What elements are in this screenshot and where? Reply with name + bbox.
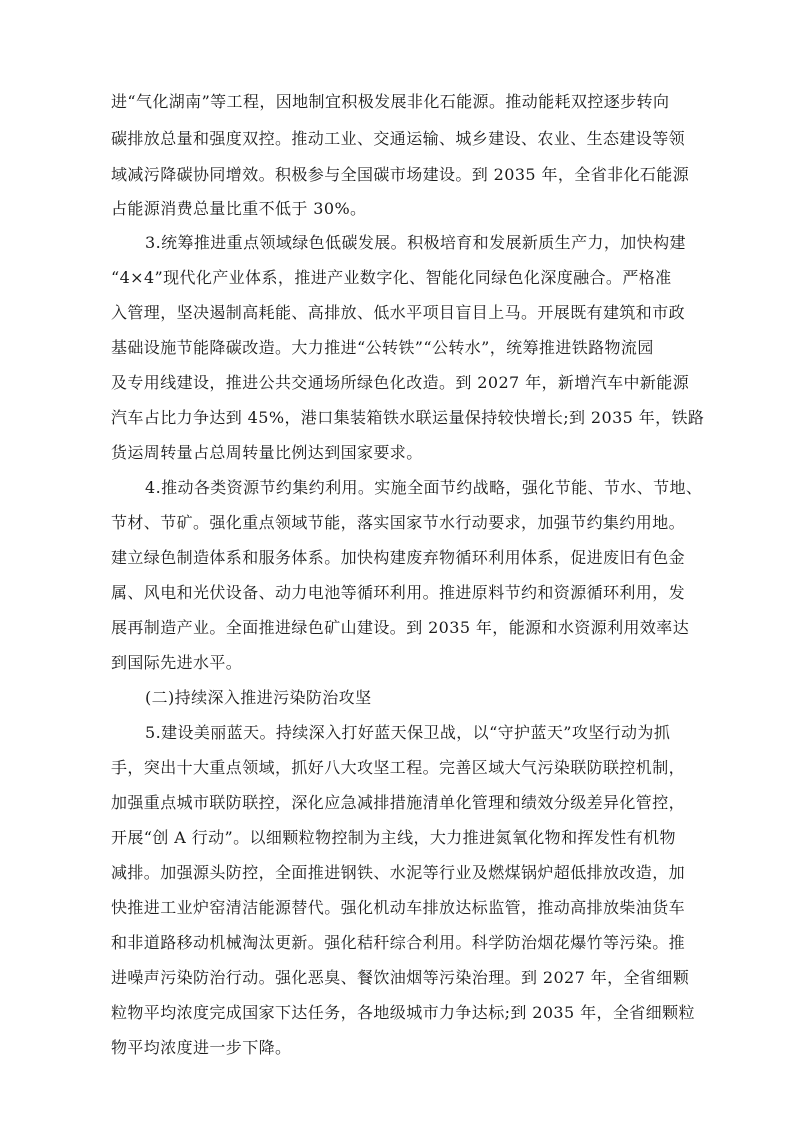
body-line: 手，突出十大重点领域，抓好八大攻坚工程。完善区域大气污染联防联控机制， — [111, 758, 686, 777]
body-line: “4×4”现代化产业体系，推进产业数字化、智能化同绿色化深度融合。严格准 — [111, 268, 672, 287]
body-line: 加强重点城市联防联控，深化应急减排措施清单化管理和绩效分级差异化管控， — [111, 793, 686, 812]
body-line: 基础设施节能降碳改造。大力推进“公转铁”“公转水”，统筹推进铁路物流园 — [111, 338, 654, 357]
body-line: 和非道路移动机械淘汰更新。强化秸秆综合利用。科学防治烟花爆竹等污染。推 — [111, 933, 686, 952]
body-line: 属、风电和光伏设备、动力电池等循环利用。推进原料节约和资源循环利用，发 — [111, 583, 686, 602]
body-line: 展再制造产业。全面推进绿色矿山建设。到 2035 年，能源和水资源利用效率达 — [111, 618, 690, 637]
body-line: 快推进工业炉窑清洁能源替代。强化机动车排放达标监管，推动高排放柴油货车 — [111, 898, 686, 917]
body-line: 到国际先进水平。 — [111, 653, 243, 672]
body-line: 减排。加强源头防控，全面推进钢铁、水泥等行业及燃煤锅炉超低排放改造，加 — [111, 863, 686, 882]
body-line: 占能源消费总量比重不低于 30%。 — [111, 199, 367, 218]
body-line: 节材、节矿。强化重点领域节能，落实国家节水行动要求，加强节约集约用地。 — [111, 513, 686, 532]
body-line: 进噪声污染防治行动。强化恶臭、餐饮油烟等污染治理。到 2027 年，全省细颗 — [111, 968, 690, 987]
body-line: 进“气化湖南”等工程，因地制宜积极发展非化石能源。推动能耗双控逐步转向 — [111, 92, 670, 111]
section-heading: (二)持续深入推进污染防治攻坚 — [145, 688, 372, 707]
body-line: 粒物平均浓度完成国家下达任务，各地级城市力争达标;到 2035 年，全省细颗粒 — [111, 1003, 695, 1022]
body-line: 建立绿色制造体系和服务体系。加快构建废弃物循环利用体系，促进废旧有色金 — [111, 548, 686, 567]
body-line: 及专用线建设，推进公共交通场所绿色化改造。到 2027 年，新增汽车中新能源 — [111, 373, 690, 392]
paragraph-heading-line: 3.统筹推进重点领域绿色低碳发展。积极培育和发展新质生产力，加快构建 — [145, 233, 686, 252]
body-line: 域减污降碳协同增效。积极参与全国碳市场建设。到 2035 年，全省非化石能源 — [111, 165, 690, 184]
body-line: 入管理，坚决遏制高耗能、高排放、低水平项目盲目上马。开展既有建筑和市政 — [111, 303, 686, 322]
body-line: 碳排放总量和强度双控。推动工业、交通运输、城乡建设、农业、生态建设等领 — [111, 129, 686, 148]
body-line: 开展“创 A 行动”。以细颗粒物控制为主线，大力推进氮氧化物和挥发性有机物 — [111, 828, 676, 847]
body-line: 汽车占比力争达到 45%，港口集装箱铁水联运量保持较快增长;到 2035 年，铁路 — [111, 408, 705, 427]
paragraph-heading-line: 5.建设美丽蓝天。持续深入打好蓝天保卫战，以“守护蓝天”攻坚行动为抓 — [145, 723, 671, 742]
paragraph-heading-line: 4.推动各类资源节约集约利用。实施全面节约战略，强化节能、节水、节地、 — [145, 478, 703, 497]
body-line: 物平均浓度进一步下降。 — [111, 1038, 292, 1057]
body-line: 货运周转量占总周转量比例达到国家要求。 — [111, 443, 423, 462]
